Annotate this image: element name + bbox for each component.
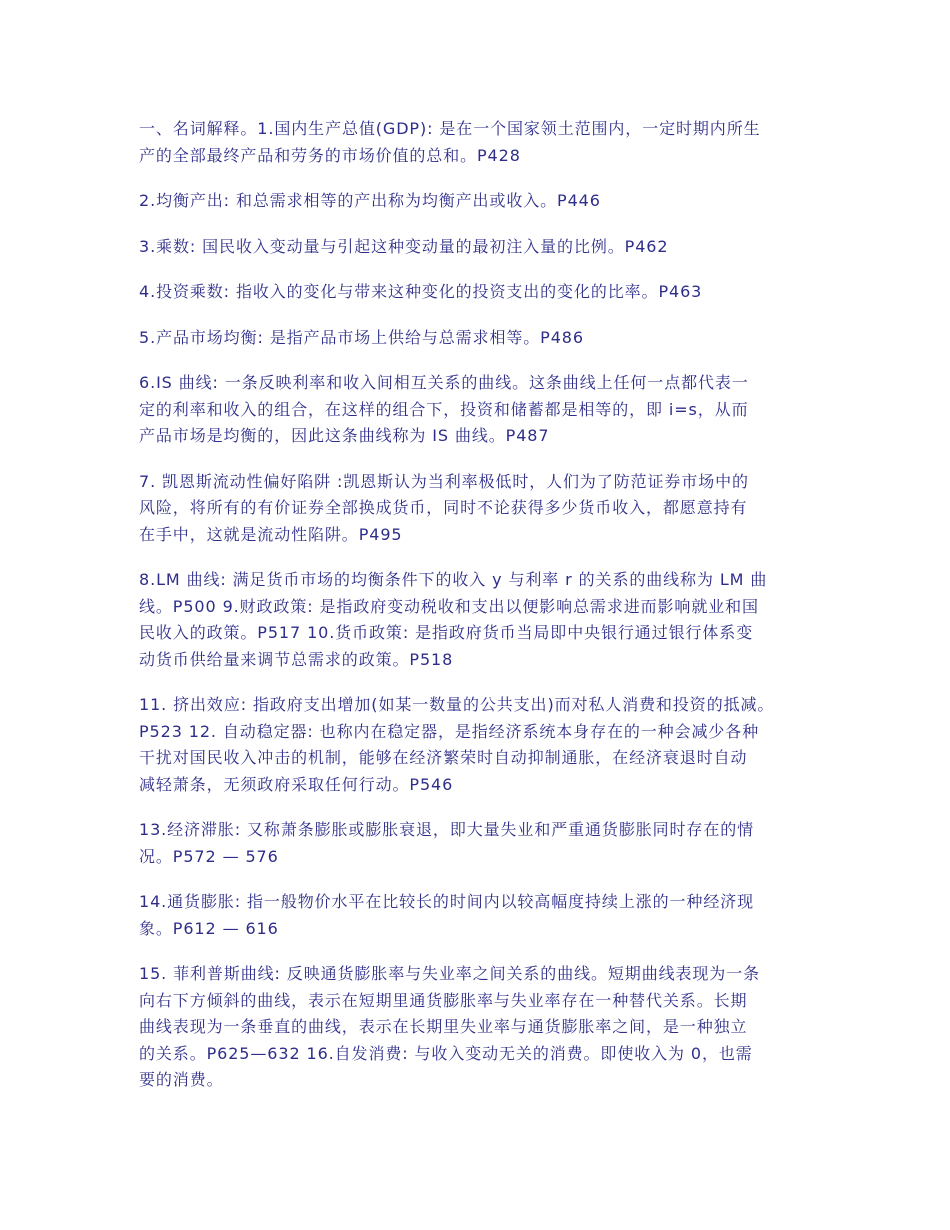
text-line: 在手中，这就是流动性陷阱。P495 xyxy=(139,524,403,544)
text-line: 15. 菲利普斯曲线: 反映通货膨胀率与失业率之间关系的曲线。短期曲线表现为一条 xyxy=(139,964,761,983)
paragraph-inflation xyxy=(139,889,811,942)
paragraph-investment-multiplier xyxy=(139,279,811,306)
document-body xyxy=(139,116,811,1113)
text-line: 民收入的政策。P517 10.货币政策: 是指政府货币当局即中央银行通过银行体系变 xyxy=(139,623,754,642)
text-line: 象。P612 — 616 xyxy=(139,918,279,938)
paragraph-liquidity-trap xyxy=(139,469,811,549)
paragraph-is-curve xyxy=(139,370,811,450)
text-line: 向右下方倾斜的曲线，表示在短期里通货膨胀率与失业率存在一种替代关系。长期 xyxy=(139,990,748,1010)
text-line: 定的利率和收入的组合，在这样的组合下，投资和储蓄都是相等的，即 i=s，从而 xyxy=(139,399,749,419)
text-line: 线。P500 9.财政政策: 是指政府变动税收和支出以便影响总需求进而影响就业和国 xyxy=(139,596,759,616)
text-line: 减轻萧条，无须政府采取任何行动。P546 xyxy=(139,774,454,794)
text-line: 8.LM 曲线: 满足货币市场的均衡条件下的收入 y 与利率 r 的关系的曲线称为 LM 曲 xyxy=(139,570,768,589)
text-line: 13.经济滞胀: 又称萧条膨胀或膨胀衰退，即大量失业和严重通货膨胀同时存在的情 xyxy=(139,820,755,839)
text-line: 产品市场是均衡的，因此这条曲线称为 IS 曲线。P487 xyxy=(139,426,550,445)
paragraph-lm-curve xyxy=(139,567,811,673)
text-line: 况。P572 — 576 xyxy=(139,846,279,866)
text-line: 曲线表现为一条垂直的曲线，表示在长期里失业率与通货膨胀率之间，是一种独立 xyxy=(139,1017,748,1036)
text-line: P523 12. 自动稳定器: 也称内在稳定器，是指经济系统本身存在的一种会减少各种 xyxy=(139,721,760,741)
text-line: 3.乘数: 国民收入变动量与引起这种变动量的最初注入量的比例。P462 xyxy=(139,236,669,256)
paragraph-phillips-curve xyxy=(139,961,811,1094)
paragraph-product-market-equilibrium xyxy=(139,325,811,352)
text-line: 14.通货膨胀: 指一般物价水平在比较长的时间内以较高幅度持续上涨的一种经济现 xyxy=(139,892,755,911)
text-line: 11. 挤出效应: 指政府支出增加(如某一数量的公共支出)而对私人消费和投资的抵减。 xyxy=(139,695,775,714)
text-line: 4.投资乘数: 指收入的变化与带来这种变化的投资支出的变化的比率。P463 xyxy=(139,282,703,301)
text-line: 的关系。P625—632 16.自发消费: 与收入变动无关的消费。即使收入为 0，也需 xyxy=(139,1043,753,1063)
text-line: 5.产品市场均衡: 是指产品市场上供给与总需求相等。P486 xyxy=(139,327,584,347)
text-line: 6.IS 曲线: 一条反映利率和收入间相互关系的曲线。这条曲线上任何一点都代表一 xyxy=(139,373,749,392)
paragraph-stagflation xyxy=(139,817,811,870)
text-line: 产的全部最终产品和劳务的市场价值的总和。P428 xyxy=(139,145,521,165)
text-line: 要的消费。 xyxy=(139,1070,224,1089)
text-line: 一、名词解释。1.国内生产总值(GDP): 是在一个国家领土范围内，一定时期内所生 xyxy=(139,119,761,138)
paragraph-gdp xyxy=(139,116,811,169)
text-line: 动货币供给量来调节总需求的政策。P518 xyxy=(139,649,454,669)
paragraph-equilibrium-output xyxy=(139,188,811,215)
paragraph-multiplier xyxy=(139,234,811,261)
text-line: 干扰对国民收入冲击的机制，能够在经济繁荣时自动抑制通胀，在经济衰退时自动 xyxy=(139,748,748,767)
text-line: 2.均衡产出: 和总需求相等的产出称为均衡产出或收入。P446 xyxy=(139,191,601,210)
text-line: 7. 凯恩斯流动性偏好陷阱 :凯恩斯认为当利率极低时，人们为了防范证券市场中的 xyxy=(139,471,749,491)
text-line: 风险，将所有的有价证券全部换成货币，同时不论获得多少货币收入，都愿意持有 xyxy=(139,498,748,517)
paragraph-crowding-out xyxy=(139,692,811,798)
